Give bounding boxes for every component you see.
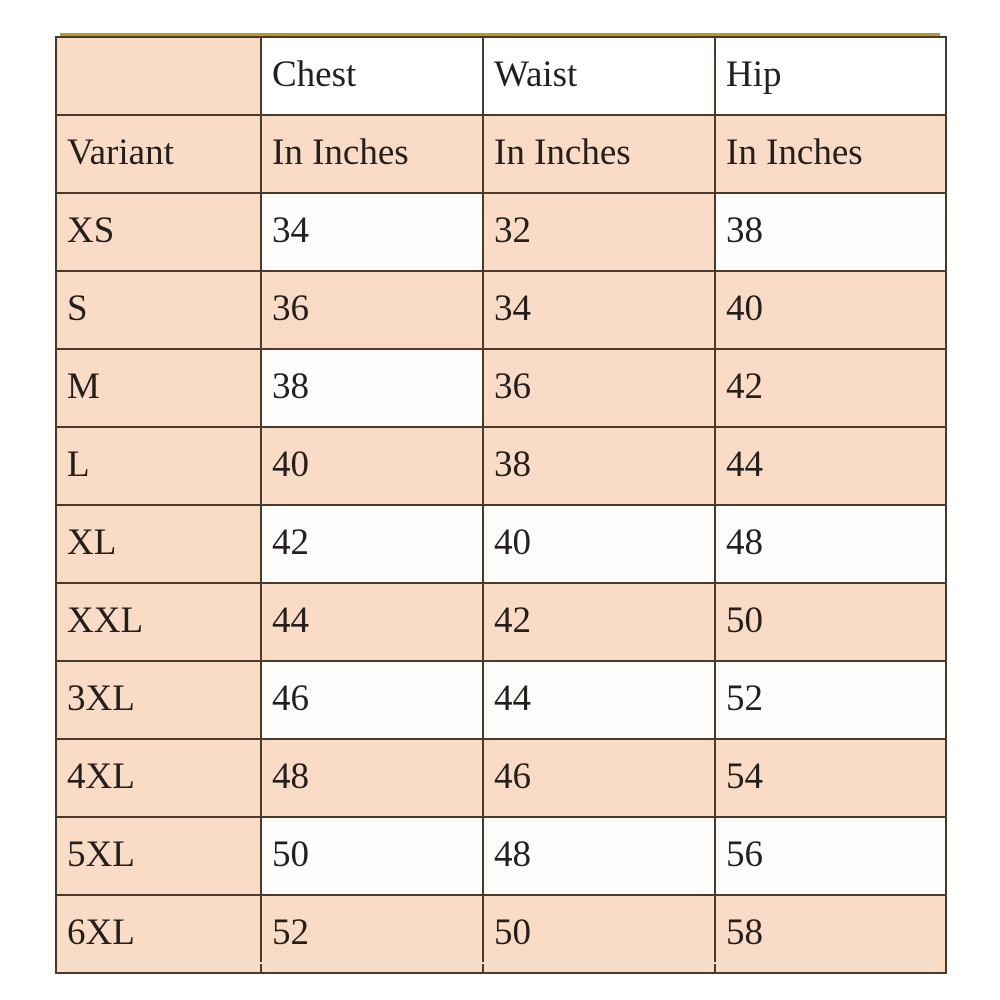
cell-variant: 3XL xyxy=(56,661,261,739)
cell-waist: 38 xyxy=(483,427,715,505)
table-row xyxy=(56,583,946,661)
header-cell-waist: Waist xyxy=(483,37,715,115)
cell-variant: 6XL xyxy=(56,895,261,973)
cell-variant: S xyxy=(56,271,261,349)
cell-hip: 54 xyxy=(715,739,946,817)
cell-waist: 32 xyxy=(483,193,715,271)
cell-chest: 50 xyxy=(261,817,483,895)
cell-chest: 38 xyxy=(261,349,483,427)
cell-variant: XXL xyxy=(56,583,261,661)
size-chart-table xyxy=(55,36,947,974)
cell-chest: 42 xyxy=(261,505,483,583)
header-cell-hip: Hip xyxy=(715,37,946,115)
header-cell-hip-unit: In Inches xyxy=(715,115,946,193)
cell-hip: 44 xyxy=(715,427,946,505)
cell-hip: 40 xyxy=(715,271,946,349)
header-cell-waist-unit: In Inches xyxy=(483,115,715,193)
header-cell-chest: Chest xyxy=(261,37,483,115)
table-row xyxy=(56,271,946,349)
cell-waist: 42 xyxy=(483,583,715,661)
header-cell-blank xyxy=(56,37,261,115)
cell-hip: 38 xyxy=(715,193,946,271)
cell-hip: 56 xyxy=(715,817,946,895)
cell-variant: XS xyxy=(56,193,261,271)
table-header-unit-row xyxy=(56,115,946,193)
cell-chest: 36 xyxy=(261,271,483,349)
cell-chest: 40 xyxy=(261,427,483,505)
table-row xyxy=(56,817,946,895)
cell-variant: 5XL xyxy=(56,817,261,895)
table-row xyxy=(56,505,946,583)
cell-waist: 50 xyxy=(483,895,715,973)
cell-hip: 48 xyxy=(715,505,946,583)
cell-chest: 52 xyxy=(261,895,483,973)
table-row xyxy=(56,193,946,271)
table-row xyxy=(56,739,946,817)
cell-waist: 46 xyxy=(483,739,715,817)
header-cell-variant: Variant xyxy=(56,115,261,193)
cell-variant: XL xyxy=(56,505,261,583)
cell-variant: 4XL xyxy=(56,739,261,817)
table-row xyxy=(56,661,946,739)
cell-waist: 40 xyxy=(483,505,715,583)
size-chart-container xyxy=(55,36,945,974)
cell-waist: 36 xyxy=(483,349,715,427)
table-header-category-row xyxy=(56,37,946,115)
cell-chest: 46 xyxy=(261,661,483,739)
cell-hip: 58 xyxy=(715,895,946,973)
cell-variant: M xyxy=(56,349,261,427)
cell-hip: 50 xyxy=(715,583,946,661)
cell-hip: 42 xyxy=(715,349,946,427)
cell-chest: 34 xyxy=(261,193,483,271)
table-row xyxy=(56,349,946,427)
cell-hip: 52 xyxy=(715,661,946,739)
cell-chest: 48 xyxy=(261,739,483,817)
cell-waist: 48 xyxy=(483,817,715,895)
cell-waist: 44 xyxy=(483,661,715,739)
header-cell-chest-unit: In Inches xyxy=(261,115,483,193)
cell-variant: L xyxy=(56,427,261,505)
scan-bottom-line xyxy=(60,962,936,964)
cell-chest: 44 xyxy=(261,583,483,661)
table-row xyxy=(56,427,946,505)
cell-waist: 34 xyxy=(483,271,715,349)
